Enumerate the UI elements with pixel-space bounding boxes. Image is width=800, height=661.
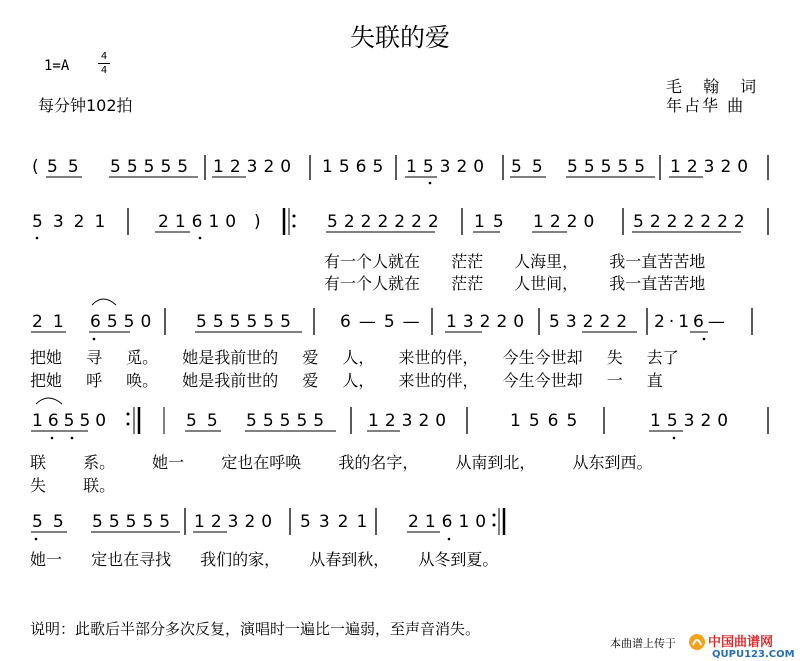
- lyrics-line4-verse2: 失 联。: [30, 476, 116, 495]
- svg-text:(: (: [32, 157, 39, 177]
- svg-text:12320: 12320: [194, 512, 279, 532]
- svg-text:13220: 13220: [446, 312, 531, 332]
- svg-text:12320: 12320: [368, 411, 453, 431]
- svg-text:15: 15: [474, 212, 512, 232]
- svg-text:12320: 12320: [213, 157, 298, 177]
- svg-text:55: 55: [47, 157, 89, 177]
- svg-text:55555: 55555: [92, 512, 177, 532]
- svg-text:5222222: 5222222: [633, 212, 751, 232]
- svg-text:55555: 55555: [110, 157, 195, 177]
- score-line-3: [31, 299, 752, 340]
- upload-credit: 本曲谱上传于: [610, 637, 676, 650]
- svg-text:21610: 21610: [158, 212, 243, 232]
- svg-text:555555: 555555: [196, 312, 297, 332]
- time-signature-top: 4: [100, 51, 108, 62]
- svg-text:2·16—: 2·16—: [654, 312, 729, 332]
- site-logo-icon: [688, 633, 706, 651]
- svg-text:5321: 5321: [32, 212, 116, 232]
- lyrics-line3-verse2: 把她 呼 唤。 她是我前世的 爱 人， 来世的伴， 今生今世却 一 直: [30, 371, 663, 390]
- svg-text:55555: 55555: [567, 157, 652, 177]
- site-brand: 中国曲谱网: [708, 635, 774, 650]
- svg-text:55: 55: [186, 411, 228, 431]
- lyricist-credit: 毛 翰 词: [666, 77, 765, 96]
- site-brand-sub: QUPU123.COM: [712, 649, 795, 660]
- composer-credit: 年占华 曲: [666, 96, 746, 115]
- key-signature: 1=A: [44, 58, 70, 74]
- svg-text:1565: 1565: [322, 157, 390, 177]
- svg-text:5222222: 5222222: [327, 212, 445, 232]
- svg-text:6—5—: 6—5—: [340, 312, 428, 332]
- svg-text:16550: 16550: [32, 411, 112, 431]
- lyrics-line2-verse1: 有一个人就在 茫茫 人海里， 我一直苦苦地: [324, 252, 706, 271]
- svg-text:21: 21: [32, 312, 74, 332]
- svg-text:55555: 55555: [246, 411, 331, 431]
- score-line-4: [31, 398, 768, 439]
- svg-text:53222: 53222: [549, 312, 634, 332]
- svg-text:6550: 6550: [90, 312, 158, 332]
- song-title: 失联的爱: [349, 23, 450, 52]
- svg-text:55: 55: [511, 157, 553, 177]
- svg-text:55: 55: [32, 512, 74, 532]
- svg-text:1220: 1220: [533, 212, 601, 232]
- svg-text:21610: 21610: [408, 512, 493, 532]
- score-line-1: [32, 155, 768, 184]
- lyrics-line4-verse1: 联 系。 她一 定也在呼唤 我的名字， 从南到北， 从东到西。: [30, 453, 653, 472]
- performance-note: 说明：此歌后半部分多次反复，演唱时一遍比一遍弱，至声音消失。: [30, 620, 481, 638]
- score-line-2: [32, 208, 768, 239]
- svg-text:15320: 15320: [650, 411, 735, 431]
- score-line-5: [31, 508, 504, 540]
- svg-text:): ): [254, 212, 261, 232]
- svg-text:15320: 15320: [406, 157, 491, 177]
- tempo-marking: 每分钟102拍: [38, 96, 133, 115]
- time-signature-bottom: 4: [100, 65, 108, 76]
- lyrics-line2-verse2: 有一个人就在 茫茫 人世间， 我一直苦苦地: [324, 274, 706, 293]
- lyrics-line5-verse1: 她一 定也在寻找 我们的家， 从春到秋， 从冬到夏。: [30, 550, 499, 569]
- svg-text:5321: 5321: [300, 512, 376, 532]
- svg-text:1565: 1565: [510, 411, 586, 431]
- lyrics-line3-verse1: 把她 寻 觅。 她是我前世的 爱 人， 来世的伴， 今生今世却 失 去了: [30, 348, 679, 367]
- svg-text:12320: 12320: [670, 157, 755, 177]
